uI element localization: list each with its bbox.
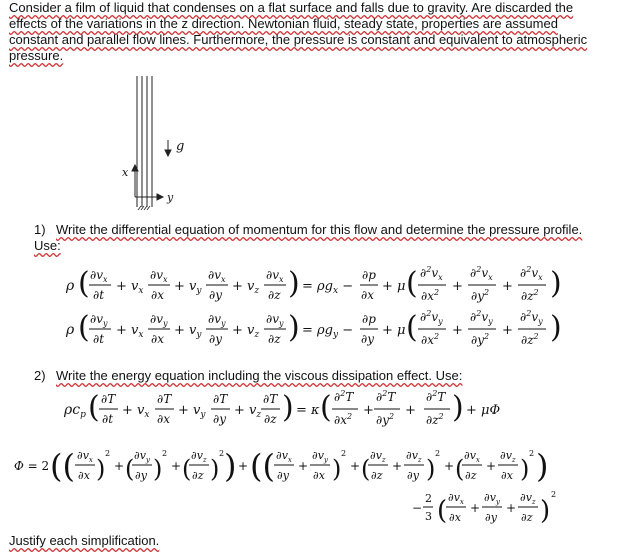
- svg-text:): ): [210, 455, 220, 483]
- svg-text:∂t: ∂t: [93, 332, 105, 346]
- svg-text:∂vy: $\partial v_y$: [90, 312, 108, 328]
- svg-text:+: +: [350, 459, 361, 473]
- svg-text:∂2vx: $\partial^2v_x$: [470, 265, 493, 282]
- svg-text:∂z: ∂z: [264, 412, 277, 426]
- svg-text:): ): [332, 455, 342, 483]
- svg-text:∂y2: $\partial y^2$: [471, 288, 490, 303]
- x-axis-label: x: [122, 166, 129, 179]
- svg-text:(: (: [88, 390, 100, 425]
- svg-text:): ): [282, 390, 294, 425]
- svg-text:∂T: ∂T: [157, 392, 172, 406]
- svg-text:∂z: ∂z: [192, 469, 204, 482]
- svg-text:∂t: ∂t: [102, 412, 114, 426]
- svg-text:+: +: [392, 459, 403, 473]
- svg-text:2: 2: [341, 449, 347, 458]
- svg-text:∂vz: $\partial v_z$: [500, 449, 516, 464]
- svg-text:Φ = 2: Φ = 2: [14, 459, 50, 473]
- svg-text:): ): [153, 455, 163, 483]
- svg-text:ρcp: $\rho c_p$: [64, 402, 86, 420]
- svg-text:∂z: ∂z: [268, 332, 281, 346]
- svg-text:∂vx: $\partial v_x$: [448, 491, 464, 506]
- svg-text:+ vz: + $v_z$: [234, 403, 262, 420]
- svg-text:): ): [536, 447, 549, 485]
- svg-text:ρ: ρ: [66, 322, 75, 338]
- svg-text:∂vx: $\partial v_x$: [266, 268, 284, 284]
- svg-text:ρ: ρ: [66, 278, 75, 294]
- svg-text:2: 2: [529, 449, 535, 458]
- svg-text:∂x: ∂x: [78, 469, 90, 482]
- svg-text:= ρgx −: = $\rho g_x$ −: [302, 279, 354, 296]
- svg-text:((: ((: [250, 447, 275, 485]
- svg-text:∂y: ∂y: [213, 412, 226, 426]
- svg-text:= κ: = κ: [296, 403, 320, 418]
- svg-text:∂z: ∂z: [521, 511, 533, 524]
- svg-text:∂T: ∂T: [263, 392, 278, 406]
- svg-text:∂vx: $\partial v_x$: [150, 268, 168, 284]
- svg-text:= ρgy −: = $\rho g_y$ −: [302, 323, 354, 340]
- svg-text:+ vz: + $v_z$: [232, 279, 260, 296]
- svg-text:): ): [550, 266, 562, 301]
- svg-text:(: (: [320, 390, 332, 425]
- svg-text:∂x: ∂x: [313, 469, 325, 482]
- svg-text:2: 2: [551, 490, 557, 499]
- svg-text:∂2T: ∂$^2$T: [376, 389, 396, 404]
- svg-text:∂y2: $\partial y^2$: [471, 332, 490, 347]
- svg-text:∂vy: $\partial v_y$: [150, 312, 168, 328]
- question-2-number: 2): [34, 368, 46, 383]
- svg-text:∂2T: ∂$^2$T: [334, 389, 354, 404]
- svg-text:∂x: ∂x: [151, 288, 164, 302]
- svg-text:∂vx: $\partial v_x$: [208, 268, 226, 284]
- svg-text:∂y: ∂y: [407, 469, 419, 482]
- svg-text:+: +: [171, 459, 182, 473]
- svg-text:+: +: [502, 323, 513, 338]
- svg-text:∂y: ∂y: [209, 332, 222, 346]
- svg-text:(: (: [406, 266, 418, 301]
- svg-text:+: +: [363, 403, 374, 418]
- svg-text:2: 2: [105, 449, 111, 458]
- svg-text:∂2vy: $\partial^2v_y$: [520, 309, 543, 326]
- svg-text:∂2vx: $\partial^2v_x$: [420, 265, 443, 282]
- svg-text:∂z2: $\partial z^2$: [426, 412, 444, 427]
- svg-text:(: (: [437, 496, 448, 526]
- svg-text:∂vz: $\partial v_z$: [520, 491, 536, 506]
- svg-text:2: 2: [219, 449, 225, 458]
- x-momentum-equation: [65, 265, 562, 303]
- svg-text:+ μ: + μ: [382, 279, 406, 294]
- svg-text:+ vz: + $v_z$: [232, 323, 260, 340]
- svg-text:+ vx: + $v_x$: [116, 323, 144, 340]
- energy-equation: [63, 389, 500, 427]
- svg-text:∂vy: $\partial v_y$: [208, 312, 226, 328]
- svg-text:+: +: [452, 279, 463, 294]
- svg-text:((: ((: [50, 447, 75, 485]
- svg-text:): ): [96, 455, 106, 483]
- svg-text:∂z2: $\partial z^2$: [521, 288, 539, 303]
- justification-instruction: [9, 533, 159, 548]
- svg-text:2: 2: [162, 449, 168, 458]
- svg-text:(: (: [78, 310, 90, 345]
- svg-text:∂z: ∂z: [371, 469, 383, 482]
- svg-text:∂vy: $\partial v_y$: [266, 312, 284, 328]
- svg-text:∂T: ∂T: [101, 392, 116, 406]
- svg-text:∂x: ∂x: [361, 288, 374, 302]
- svg-text:+: +: [502, 279, 513, 294]
- svg-text:∂z: ∂z: [268, 288, 281, 302]
- question-1-number: 1): [34, 222, 46, 237]
- svg-text:+ μ: + μ: [382, 323, 406, 338]
- svg-text:∂z: ∂z: [465, 469, 477, 482]
- svg-text:+ vx: + $v_x$: [116, 279, 144, 296]
- svg-text:∂vy: $\partial v_y$: [312, 449, 328, 464]
- svg-text:+: +: [114, 459, 125, 473]
- svg-text:∂vx: $\partial v_x$: [276, 449, 292, 464]
- svg-text:+: +: [405, 403, 416, 418]
- svg-text:): ): [452, 390, 464, 425]
- svg-text:∂vz: $\partial v_z$: [191, 449, 207, 464]
- question-2-text: Write the energy equation including the viscous dissipation effect. Use:: [56, 368, 463, 383]
- svg-text:): ): [540, 496, 551, 526]
- svg-text:∂2vy: $\partial^2v_y$: [420, 309, 443, 326]
- svg-text:∂2vx: $\partial^2v_x$: [520, 265, 543, 282]
- svg-text:∂x2: $\partial x^2$: [334, 412, 353, 427]
- svg-text:∂y: ∂y: [209, 288, 222, 302]
- svg-text:): ): [224, 447, 237, 485]
- svg-text:∂2vy: $\partial^2v_y$: [470, 309, 493, 326]
- justification-text: Justify each simplification.: [9, 533, 160, 548]
- y-axis-label: y: [167, 191, 174, 204]
- svg-text:∂y: ∂y: [135, 469, 147, 482]
- question-2: [34, 368, 594, 384]
- svg-text:∂vx: $\partial v_x$: [77, 449, 93, 464]
- svg-text:∂vz: $\partial v_z$: [406, 449, 422, 464]
- svg-text:∂x2: $\partial x^2$: [421, 332, 440, 347]
- svg-text:): ): [426, 455, 436, 483]
- svg-text:+: +: [470, 501, 481, 515]
- svg-text:∂T: ∂T: [213, 392, 228, 406]
- svg-text:∂t: ∂t: [93, 288, 105, 302]
- svg-text:+: +: [506, 501, 517, 515]
- svg-text:∂p: ∂p: [362, 312, 376, 326]
- svg-text:+: +: [444, 459, 455, 473]
- svg-text:∂x: ∂x: [501, 469, 513, 482]
- svg-text:∂y: ∂y: [361, 332, 374, 346]
- svg-text:∂vy: $\partial v_y$: [134, 449, 150, 464]
- svg-text:+: +: [452, 323, 463, 338]
- svg-text:∂vz: $\partial v_z$: [370, 449, 386, 464]
- svg-text:(: (: [406, 310, 418, 345]
- svg-text:): ): [288, 310, 300, 345]
- svg-text:+: +: [298, 459, 309, 473]
- svg-text:∂x: ∂x: [449, 511, 461, 524]
- svg-text:∂x: ∂x: [151, 332, 164, 346]
- svg-text:): ): [288, 266, 300, 301]
- svg-text:∂y: ∂y: [485, 511, 497, 524]
- svg-text:+ vx: + $v_x$: [122, 403, 150, 420]
- svg-text:(: (: [361, 455, 371, 483]
- svg-text:∂z2: $\partial z^2$: [521, 332, 539, 347]
- svg-text:∂vx: $\partial v_x$: [90, 268, 108, 284]
- svg-text:(: (: [78, 266, 90, 301]
- dissipation-function: [14, 447, 556, 526]
- svg-text:2: 2: [435, 449, 441, 458]
- svg-text:+: +: [238, 459, 249, 473]
- svg-text:(: (: [182, 455, 192, 483]
- svg-text:∂p: ∂p: [362, 268, 376, 282]
- svg-text:+ vy: + $v_y$: [174, 323, 202, 340]
- gravity-label: g: [176, 139, 185, 154]
- svg-text:2: 2: [425, 492, 432, 505]
- svg-text:): ): [550, 310, 562, 345]
- svg-text:∂x: ∂x: [157, 412, 170, 426]
- svg-text:∂vy: $\partial v_y$: [484, 491, 500, 506]
- svg-text:∂x2: $\partial x^2$: [421, 288, 440, 303]
- svg-text:3: 3: [425, 510, 432, 523]
- svg-text:∂y: ∂y: [277, 469, 289, 482]
- svg-text:∂y2: $\partial y^2$: [376, 412, 395, 427]
- svg-text:∂2T: ∂$^2$T: [426, 389, 446, 404]
- svg-text:+ μΦ: + μΦ: [466, 403, 501, 418]
- svg-text:∂vx: $\partial v_x$: [464, 449, 480, 464]
- svg-text:(: (: [455, 455, 465, 483]
- y-momentum-equation: [65, 309, 562, 347]
- svg-text:+ vy: + $v_y$: [178, 403, 206, 420]
- question-1-text: Write the differential equation of momentum for this flow and determine the pressure profile. Use:: [34, 222, 583, 253]
- svg-text:): ): [520, 455, 530, 483]
- svg-text:+: +: [486, 459, 497, 473]
- svg-text:(: (: [125, 455, 135, 483]
- problem-statement-text: Consider a film of liquid that condenses on a flat surface and falls due to gravity. Are discarded the effects of the variations in the z direction. Newtonian fluid, steady state, properties are assumed constant and parallel flow lines. Furthermore, the pressure is constant and equivalent to atmospheric pressure.: [9, 0, 588, 63]
- svg-text:+ vy: + $v_y$: [174, 279, 202, 296]
- svg-text:−: −: [412, 501, 423, 515]
